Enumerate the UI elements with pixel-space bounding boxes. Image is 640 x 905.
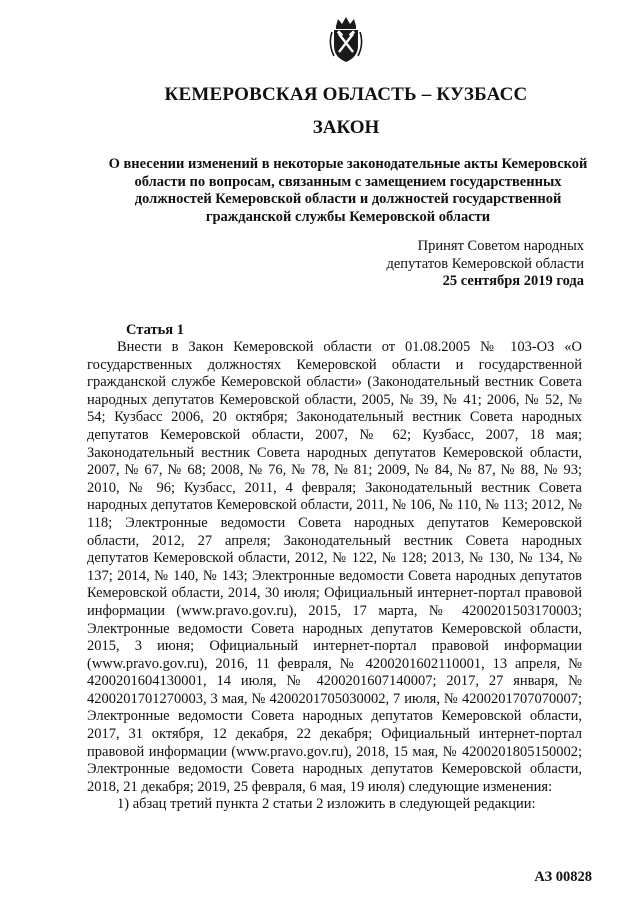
coat-of-arms-icon (326, 16, 366, 64)
law-subject: О внесении изменений в некоторые законодательные акты Кемеровской области по вопросам, связанным с замещением государственных должностей Кемеровской области и должностей государственной гражданской службы Кемеровской области (108, 156, 588, 225)
article-item-1: 1) абзац третий пункта 2 статьи 2 изложить в следующей редакции: (117, 796, 536, 813)
document-type: ЗАКОН (312, 117, 380, 138)
article-title: Статья 1 (126, 322, 184, 338)
adoption-line-2: депутатов Кемеровской области (386, 255, 584, 272)
registration-stamp: АЗ 00828 (534, 869, 592, 885)
adoption-block (386, 238, 584, 291)
article-body (87, 339, 582, 814)
article-paragraph: Внести в Закон Кемеровской области от 01.08.2005 № 103-ОЗ «О государственных должностях Кемеровской области и государственной гражданской службе Кемеровской области» (Законодательный вестник Совета народных депутатов Кемеровской области, 2005, № 39, № 41; 2006, № 52, № 54; Кузбасс 2006, 20 октября; Законодательный вестник Совета народных депутатов Кемеровской области, 2007, № 62; Кузбасс, 2007, 18 мая; Законодательный вестник Совета народных депутатов Кемеровской области, 2007, № 67, № 68; 2008, № 76, № 78, № 81; 2009, № 84, № 87, № 88, № 93; 2010, № 96; Кузбасс, 2011, 4 февраля; Законодательный вестник Совета народных депутатов Кемеровской области, 2011, № 106, № 110, № 113; 2012, № 118; Электронные ведомости Совета народных депутатов Кемеровской области, 2012, 27 апреля; Законодательный вестник Совета народных депутатов Кемеровской области, 2012, № 122, № 128; 2013, № 130, № 134, № 137; 2014, № 140, № 143; Электронные ведомости Совета народных депутатов Кемеровской области, 2014, 30 июля; Официальный интернет-портал правовой информации (www.pravo.gov.ru), 2015, 17 марта, № 4200201503170003; Электронные ведомости Совета народных депутатов Кемеровской области, 2015, 3 июня; Официальный интернет-портал правовой информации (www.pravo.gov.ru), 2016, 11 февраля, № 4200201602110001, 13 апреля, № 4200201604130001, 14 июля, № 4200201607140007; 2017, 27 января, № 4200201701270003, 3 мая, № 4200201705030002, 7 июля, № 4200201707070007; Электронные ведомости Совета народных депутатов Кемеровской области, 2017, 31 октября, 12 декабря, 22 декабря; Официальный интернет-портал правовой информации (www.pravo.gov.ru), 2018, 15 мая, № 4200201805150002; Электронные ведомости Совета народных депутатов Кемеровской области, 2018, 21 декабря; 2019, 25 февраля, 6 мая, 19 июля) следующие изменения: (87, 339, 582, 795)
adoption-line-1: Принят Советом народных (417, 238, 584, 254)
adoption-date: 25 сентября 2019 года (442, 273, 584, 290)
region-title: КЕМЕРОВСКАЯ ОБЛАСТЬ – КУЗБАСС (164, 84, 528, 105)
